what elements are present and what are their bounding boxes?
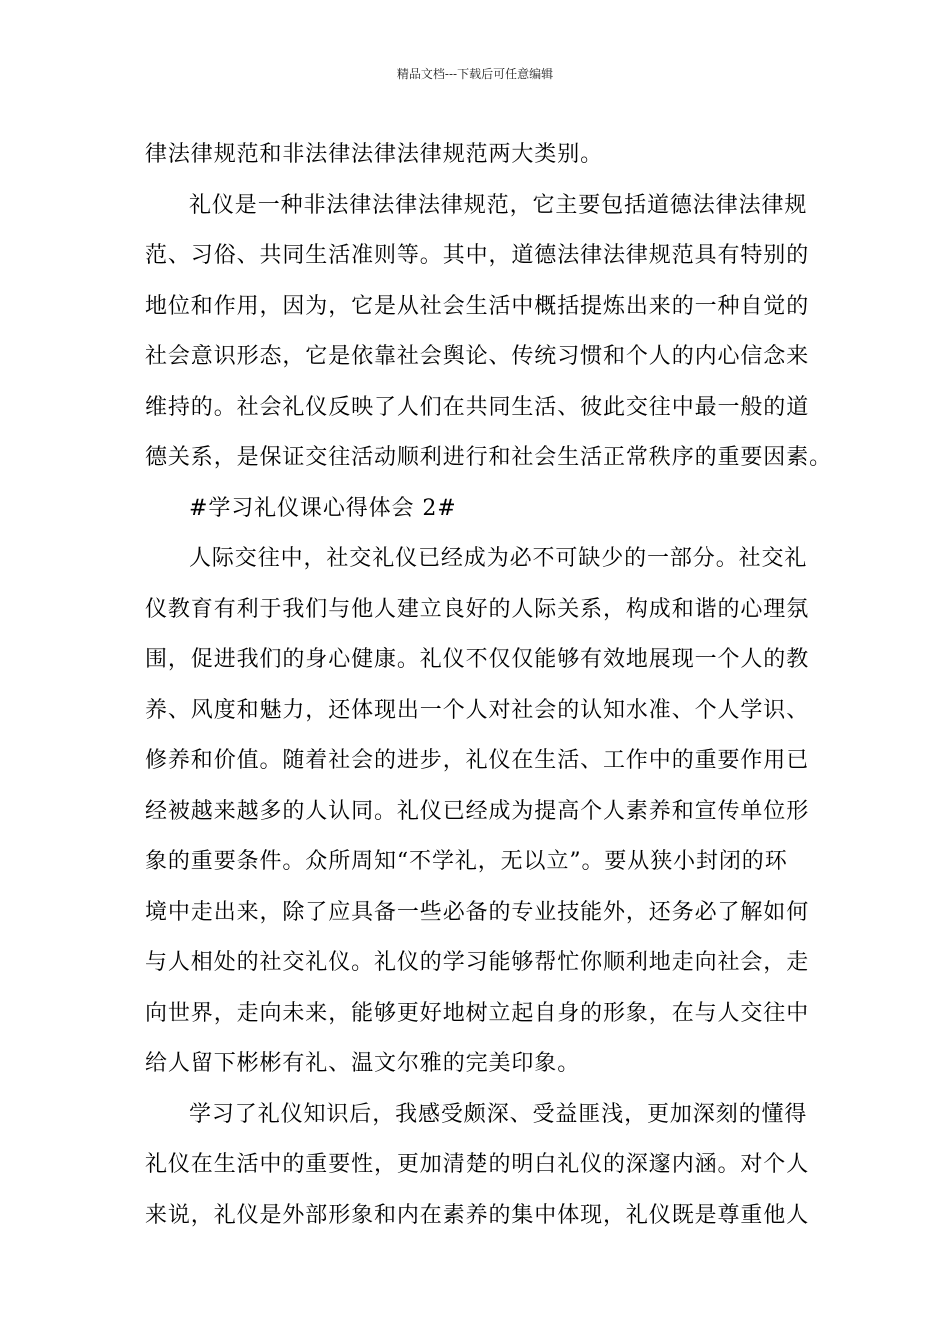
text-line: 养、风度和魅力，还体现出一个人对社会的认知水准、个人学识、 — [145, 697, 810, 723]
text-line: 境中走出来，除了应具备一些必备的专业技能外，还务必了解如何 — [145, 899, 810, 925]
text-line: 经被越来越多的人认同。礼仪已经成为提高个人素养和宣传单位形 — [145, 798, 810, 824]
text-line: 维持的。社会礼仪反映了人们在共同生活、彼此交往中最一般的道 — [145, 394, 810, 420]
text-line: 范、习俗、共同生活准则等。其中，道德法律法律规范具有特别的 — [145, 243, 810, 268]
paragraph-start-line: 人际交往中，社交礼仪已经成为必不可缺少的一部分。社交礼 — [189, 546, 808, 571]
body-text — [145, 130, 833, 1241]
text-line: 与人相处的社交礼仪。礼仪的学习能够帮忙你顺利地走向社会，走 — [145, 950, 810, 975]
text-line: 仪教育有利于我们与他人建立良好的人际关系，构成和谐的心理氛 — [145, 596, 810, 622]
text-line: 德关系，是保证交往活动顺利进行和社会生活正常秩序的重要因素。 — [145, 445, 833, 470]
paragraph-start-line: 学习了礼仪知识后，我感受颇深、受益匪浅，更加深刻的懂得 — [189, 1101, 808, 1127]
text-line: 给人留下彬彬有礼、温文尔雅的完美印象。 — [145, 1051, 581, 1076]
text-line: 修养和价值。随着社会的进步，礼仪在生活、工作中的重要作用已 — [145, 748, 810, 773]
section-heading: #学习礼仪课心得体会 2# — [189, 495, 457, 521]
text-line: 来说，礼仪是外部形象和内在素养的集中体现，礼仪既是尊重他人 — [145, 1202, 810, 1228]
text-line: 律法律规范和非法律法律法律规范两大类别。 — [145, 142, 604, 167]
text-line: 围，促进我们的身心健康。礼仪不仅仅能够有效地展现一个人的教 — [145, 647, 810, 672]
text-line: 礼仪在生活中的重要性，更加清楚的明白礼仪的深邃内涵。对个人 — [145, 1152, 810, 1177]
page-header: 精品文档---下载后可任意编辑 — [396, 67, 554, 81]
text-line: 地位和作用，因为，它是从社会生活中概括提炼出来的一种自觉的 — [145, 293, 810, 319]
text-line: 社会意识形态，它是依靠社会舆论、传统习惯和个人的内心信念来 — [145, 344, 810, 369]
text-line: 象的重要条件。众所周知“不学礼，无以立”。要从狭小封闭的环 — [145, 849, 788, 874]
text-line: 向世界，走向未来，能够更好地树立起自身的形象，在与人交往中 — [145, 1000, 810, 1026]
paragraph-start-line: 礼仪是一种非法律法律法律规范，它主要包括道德法律法律规 — [189, 192, 808, 218]
